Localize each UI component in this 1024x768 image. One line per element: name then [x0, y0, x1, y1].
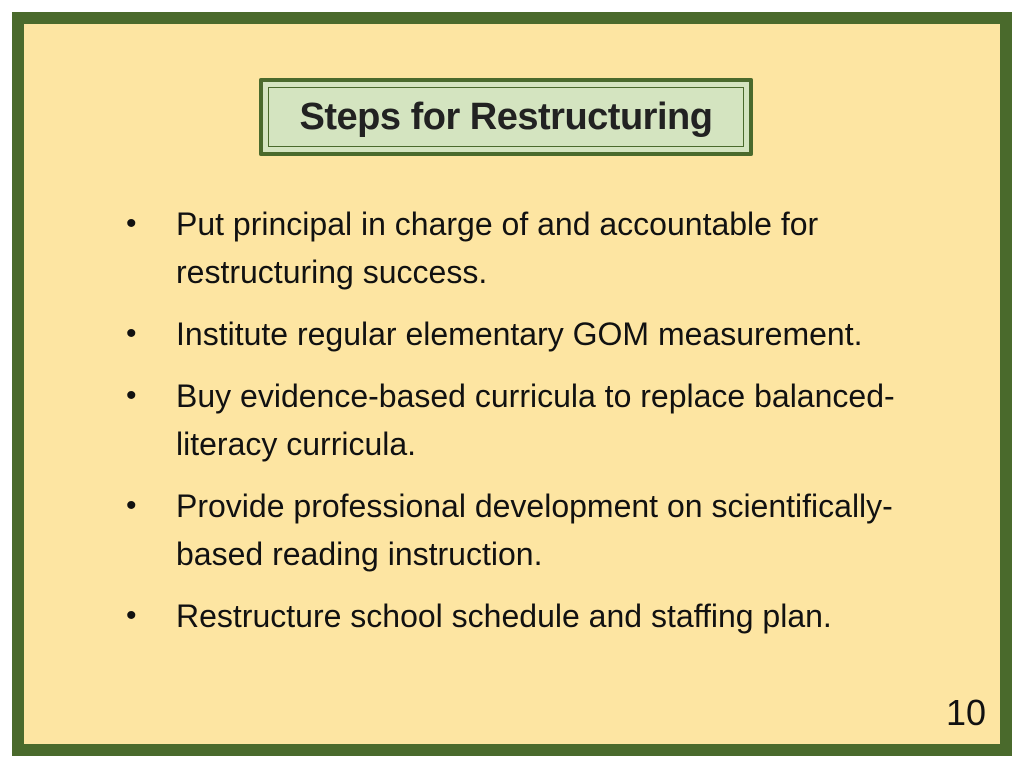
bullet-text: Institute regular elementary GOM measurement.: [176, 316, 863, 352]
title-box: [259, 78, 753, 156]
slide: [12, 12, 1012, 756]
bullet-text: Put principal in charge of and accountable for restructuring success.: [176, 206, 819, 290]
bullet-text: Restructure school schedule and staffing plan.: [176, 598, 832, 634]
title-inner-border: [268, 87, 744, 147]
page-number: 10: [945, 692, 986, 733]
bullet-icon: •: [126, 207, 137, 240]
bullet-list: [120, 200, 940, 654]
bullet-icon: •: [126, 489, 137, 522]
bullet-text: Buy evidence-based curricula to replace balanced-literacy curricula.: [176, 378, 895, 462]
slide-title: Steps for Restructuring: [299, 95, 713, 138]
bullet-icon: •: [126, 317, 137, 350]
bullet-item: [120, 482, 940, 578]
bullet-icon: •: [126, 599, 137, 632]
bullet-icon: •: [126, 379, 137, 412]
bullet-item: [120, 592, 940, 640]
bullet-item: [120, 200, 940, 296]
bullet-item: [120, 310, 940, 358]
bullet-item: [120, 372, 940, 468]
bullet-text: Provide professional development on scientifically-based reading instruction.: [176, 488, 893, 572]
